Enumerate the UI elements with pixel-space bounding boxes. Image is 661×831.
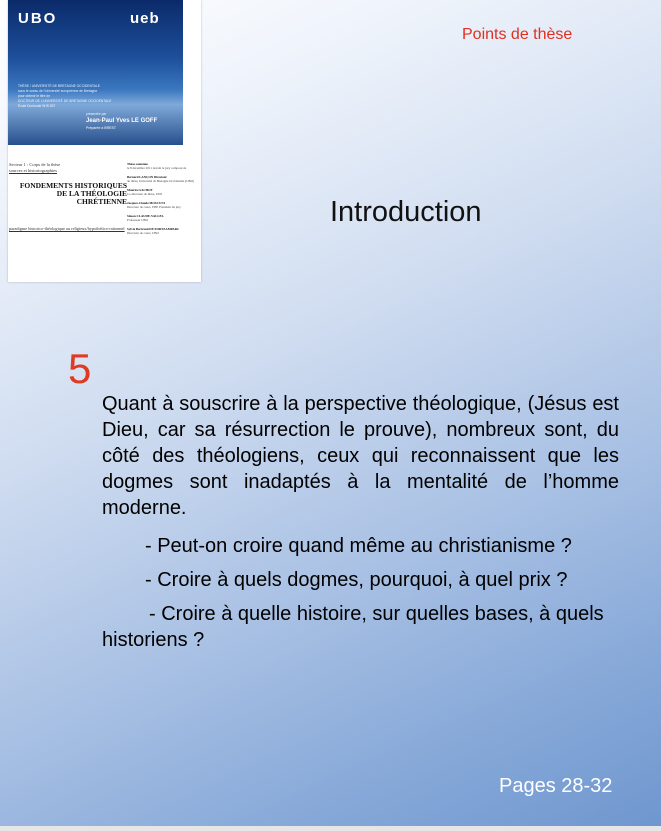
jury-role: de thèse, Université de Bretagne Occidentale (UBO) bbox=[127, 179, 194, 183]
jury-name: Jacques-Claude MOSCUNI bbox=[127, 201, 165, 205]
point-number: 5 bbox=[68, 345, 92, 392]
jury-name: Bernard LANÇON Directeur bbox=[127, 175, 167, 179]
slide-title: Introduction bbox=[330, 196, 482, 228]
thesis-author: Jean-Paul Yves LE GOFF bbox=[86, 118, 158, 124]
jury-name: Simon CLAUDE-VALLEL bbox=[127, 214, 164, 218]
jury-role: Co-directeur de thèse, UDS bbox=[127, 192, 163, 196]
jury-entry bbox=[127, 175, 199, 183]
jury-name: Maurice SACHOT bbox=[127, 188, 153, 192]
cover-line: École Doctorale SHS 507 bbox=[18, 104, 56, 108]
jury-role: Directeur de cours, UBO bbox=[127, 231, 159, 235]
question-text: - Croire à quelle histoire, sur quelles bases, à quels historiens ? bbox=[102, 603, 604, 651]
cover-line: pour obtenir le titre de bbox=[18, 94, 51, 98]
question-item: - Croire à quels dogmes, pourquoi, à quel prix ? bbox=[145, 569, 568, 591]
jury-name: Sylvie Bertrand DE PORTZAMPARC bbox=[127, 227, 180, 231]
page-reference: Pages 28-32 bbox=[499, 775, 613, 797]
thesis-jury bbox=[127, 162, 199, 240]
jury-entry bbox=[127, 162, 199, 170]
bottom-strip bbox=[0, 826, 661, 831]
thesis-author-sub: Préparée à BREST bbox=[86, 126, 116, 130]
thesis-meta: Secteur 1 : Corps de la thèse bbox=[9, 162, 61, 167]
ueb-logo: ueb bbox=[130, 10, 160, 27]
jury-entry bbox=[127, 227, 199, 235]
section-label: Points de thèse bbox=[462, 26, 573, 43]
jury-entry bbox=[127, 214, 199, 222]
jury-entry bbox=[127, 201, 199, 209]
thesis-thumbnail bbox=[8, 0, 201, 282]
cover-line: DOCTEUR DE L’UNIVERSITÉ DE BRETAGNE OCCIDENTALE bbox=[18, 99, 112, 103]
slide-body bbox=[102, 391, 619, 653]
ubo-logo: UBO bbox=[18, 10, 58, 27]
cover-line: sous le sceau de l’Université européenne de Bretagne bbox=[18, 89, 98, 93]
body-paragraph: Quant à souscrire à la perspective théologique, (Jésus est Dieu, car sa résurrection le prouve), nombreux sont, du côté des théologiens, ceux qui reconnaissent que les dogmes sont inadaptés à la mentalité de l’homme moderne. bbox=[102, 393, 619, 519]
cover-line: présentée par bbox=[86, 112, 107, 116]
thesis-meta: sources et historiographies bbox=[9, 168, 57, 173]
thesis-link: paradigme historico-théologique au religieux/hypothético-rationnel bbox=[9, 226, 125, 231]
thesis-cover bbox=[8, 0, 183, 145]
jury-role: Directeur de cours, EHE Président du jury bbox=[127, 205, 181, 209]
question-item bbox=[102, 601, 619, 653]
question-item: - Peut-on croire quand même au christianisme ? bbox=[145, 535, 572, 557]
thesis-title: FONDEMENTS HISTORIQUES DE LA THÉOLOGIE CHRÉTIENNE bbox=[19, 181, 127, 206]
jury-role: Professeur UBO bbox=[127, 218, 148, 222]
jury-role: le 8 décembre 2011 devant le jury composé de bbox=[127, 166, 187, 170]
jury-name: Thèse soutenue bbox=[127, 162, 148, 166]
thesis-info bbox=[9, 162, 127, 231]
cover-line: THÈSE / UNIVERSITÉ DE BRETAGNE OCCIDENTALE bbox=[18, 84, 100, 88]
jury-entry bbox=[127, 188, 199, 196]
